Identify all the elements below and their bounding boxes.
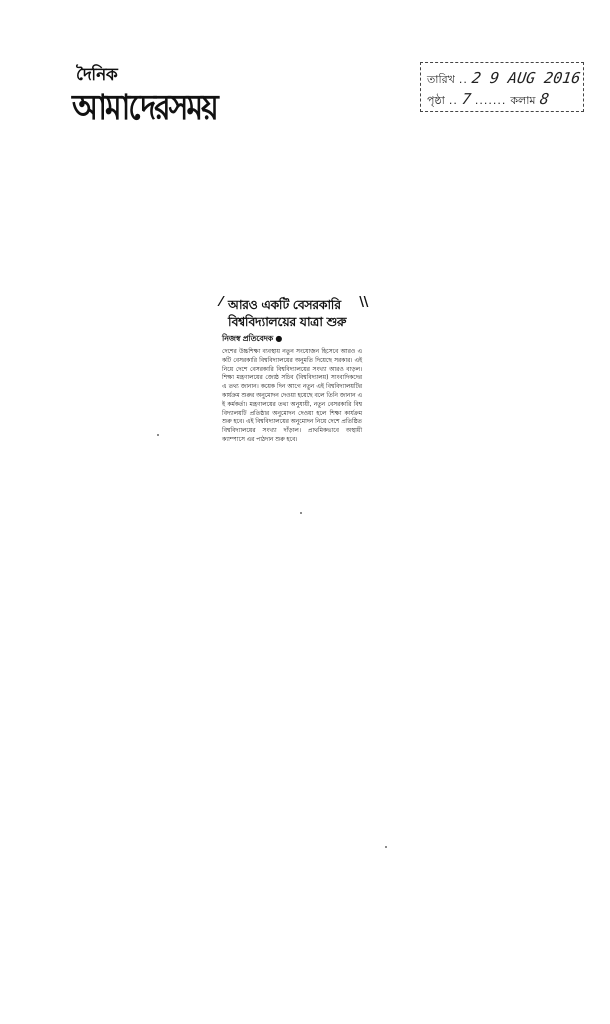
clipping-body: দেশের উচ্চশিক্ষা ব্যবস্থায় নতুন সংযোজন হিসেবে আরও একটি বেসরকারি বিশ্ববিদ্যালয়ের অনুমতি দিয়েছে সরকার। এই নিয়ে দেশে বেসরকারি বিশ্ববিদ্যালয়ের সংখ্যা আরও বাড়ল। শিক্ষা মন্ত্রণালয়ের জ্যেষ্ঠ সচিব (বিশ্ববিদ্যালয়) সাংবাদিকদের এ তথ্য জানান। কয়েক দিন আগে নতুন এই বিশ্ববিদ্যালয়টির কার্যক্রম শুরুর অনুমোদন দেওয়া হয়েছে বলে তিনি জানান এই কর্মকর্তা। মন্ত্রণালয়ের তথ্য অনুযায়ী, নতুন বেসরকারি বিশ্ববিদ্যালয়টি প্রতিষ্ঠার অনুমোদন দেওয়া হলে শিক্ষা কার্যক্রম শুরু হবে। এই বিশ্ববিদ্যালয়ের অনুমোদন নিয়ে দেশে প্রতিষ্ঠিত বিশ্ববিদ্যালয়ের সংখ্যা দাঁড়াল। প্রাথমিকভাবে অস্থায়ী ক্যাম্পাসে এর পাঠদান শুরু হবে। <box>222 348 362 443</box>
stamp-dots: .. <box>448 94 458 107</box>
clip-mark-left-icon: ⁄ <box>220 295 222 310</box>
clip-mark-right-icon: \\ <box>359 295 368 310</box>
stamp-page-label: পৃষ্ঠা <box>427 94 445 107</box>
clipping-byline: নিজস্ব প্রতিবেদক ● <box>222 334 283 343</box>
stamp-page-row <box>427 90 549 111</box>
scan-speck <box>157 434 159 436</box>
headline-line-1: আরও একটি বেসরকারি <box>228 297 341 312</box>
stamp-date-value: 2 9 AUG 2016 <box>470 69 582 87</box>
news-clipping <box>220 295 368 445</box>
stamp-date-row <box>427 69 580 90</box>
stamp-date-label: তারিখ <box>427 73 455 86</box>
stamp-column-label: কলাম <box>510 94 536 107</box>
newspaper-masthead <box>72 62 287 128</box>
stamp-column-value: 8 <box>538 90 550 108</box>
masthead-prefix: দৈনিক <box>76 65 118 85</box>
clipping-headline <box>220 295 368 330</box>
scan-speck <box>385 846 387 848</box>
headline-line-2: বিশ্ববিদ্যালয়ের যাত্রা শুরু <box>228 314 347 329</box>
stamp-dots: ....... <box>474 94 507 107</box>
stamp-dots: .. <box>458 73 468 86</box>
masthead-title: আমাদেরসময় <box>72 88 217 129</box>
scan-speck <box>300 512 302 514</box>
stamp-page-value: 7 <box>460 90 473 108</box>
archive-stamp <box>420 62 584 112</box>
